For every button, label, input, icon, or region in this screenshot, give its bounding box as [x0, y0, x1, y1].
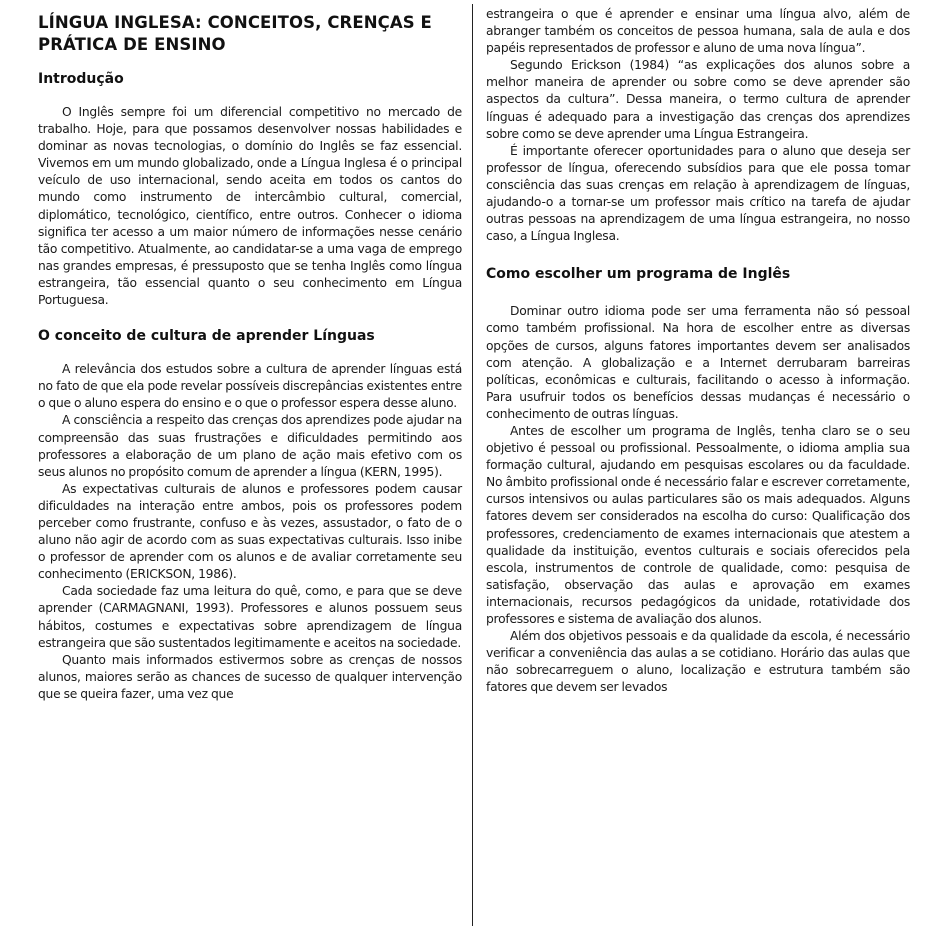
section-introducao — [38, 70, 462, 309]
paragraph: Cada sociedade faz uma leitura do quê, como, e para que se deve aprender (CARMAGNANI, 1993). Professores e alunos possuem seus hábitos, costumes e expectativas sobre aprendizagem de língua estrangeira que são sustentados legitimamente e aceitos na sociedade. — [38, 584, 462, 650]
paragraph: O Inglês sempre foi um diferencial competitivo no mercado de trabalho. Hoje, para que possamos desenvolver nossas habilidades e dominar as novas tecnologias, o domínio do Inglês se faz essencial. Vivemos em um mundo globalizado, onde a Língua Inglesa é o principal veículo de uso internacional, sendo aceita em todos os cantos do mundo como instrumento de intercâmbio cultural, comercial, diplomático, tecnológico, científico, entre outros. Conhecer o idioma significa ter acesso a um maior número de informações nesse cenário tão competitivo. Atualmente, ao candidatar-se a uma vaga de emprego nas grandes empresas, é pressuposto que se tenha Inglês como língua estrangeira, tão essencial quanto o seu conhecimento em Língua Portuguesa. — [38, 105, 462, 308]
section-heading: Como escolher um programa de Inglês — [486, 266, 791, 283]
paragraph: É importante oferecer oportunidades para o aluno que deseja ser professor de língua, oferecendo subsídios para que ele possa tomar consciência das suas crenças em relação à aprendizagem de línguas, ajudando-o a tornar-se um professor mais crítico na tarefa de ajudar outras pessoas na aprendizagem de uma língua estrangeira, no nosso caso, a Língua Inglesa. — [486, 143, 910, 244]
paragraph: A relevância dos estudos sobre a cultura de aprender línguas está no fato de que ela pode revelar possíveis discrepâncias existentes entre o que o aluno espera do ensino e o que o professor espera desse aluno. — [38, 362, 462, 411]
section-heading: O conceito de cultura de aprender Línguas — [38, 328, 375, 345]
paragraph: Dominar outro idioma pode ser uma ferramenta não só pessoal como também profissional. Na hora de escolher entre as diversas opções de cursos, alguns fatores importantes devem ser analisados com atenção. A globalização e a Internet derrubaram barreiras políticas, econômicas e culturais, facilitando o acesso à informação. Para usufruir todos os benefícios dessas mudanças é necessário o conhecimento de outras línguas. — [486, 304, 910, 421]
left-column — [38, 12, 462, 717]
continuation-paragraph: estrangeira o que é aprender e ensinar uma língua alvo, além de abranger também os conceitos de pessoa humana, sala de aula e dos papéis representados de professor e aluno de uma nova língua”. — [486, 7, 910, 56]
paragraph: Além dos objetivos pessoais e da qualidade da escola, é necessário verificar a conveniência das aulas a se cotidiano. Horário das aulas que não sobrecarreguem o aluno, localização e estrutura também são fatores que devem ser levados — [486, 629, 910, 695]
paragraph: Quanto mais informados estivermos sobre as crenças de nossos alunos, maiores serão as chances de sucesso de qualquer intervenção que se queira fazer, uma vez que — [38, 652, 462, 701]
column-divider — [472, 4, 473, 926]
right-column — [486, 6, 910, 710]
section-heading: Introdução — [38, 71, 124, 87]
document-title: LÍNGUA INGLESA: CONCEITOS, CRENÇAS E PRÁTICA DE ENSINO — [38, 13, 432, 54]
paragraph: Antes de escolher um programa de Inglês, tenha claro se o seu objetivo é pessoal ou profissional. Pessoalmente, o idioma amplia sua formação cultural, ajudando em pesquisas escolares ou da faculdade. No âmbito profissional onde é necessário falar e escrever corretamente, cursos intensivos ou aulas particulares são os mais adequados. Alguns fatores devem ser considerados na escolha do curso: Qualificação dos professores, credenciamento de exames internacionais que atestem a qualidade da instituição, eventos culturais e sociais oferecidos pela escola, instrumentos de controle de qualidade, como: pesquisa de satisfação, observação das aulas e aprovação em exames internacionais, recursos pedagógicos da unidade, rotatividade dos professores e sistema de avaliação dos alunos. — [486, 423, 910, 626]
paragraph: As expectativas culturais de alunos e professores podem causar dificuldades na interação entre ambos, pois os professores podem perceber como frustrante, confuso e às vezes, assustador, o fato de o aluno não agir de acordo com as suas expectativas culturais. Isso inibe o professor de aprender com os alunos e de avaliar corretamente seu conhecimento (ERICKSON, 1986). — [38, 481, 462, 582]
section-conceito-cultura — [38, 327, 462, 703]
section-como-escolher — [486, 265, 910, 696]
paragraph: A consciência a respeito das crenças dos aprendizes pode ajudar na compreensão das suas frustrações e dificuldades permitindo aos professores a elaboração de um plano de ação mais efetivo com os seus alunos no propósito comum de aprender a língua (KERN, 1995). — [38, 413, 462, 479]
paragraph: Segundo Erickson (1984) “as explicações dos alunos sobre a melhor maneira de aprender ou sobre como se deve aprender são aspectos da cultura”. Dessa maneira, o termo cultura de aprender línguas é adequado para a investigação das crenças dos aprendizes sobre como se deve aprender uma Língua Estrangeira. — [486, 58, 910, 141]
